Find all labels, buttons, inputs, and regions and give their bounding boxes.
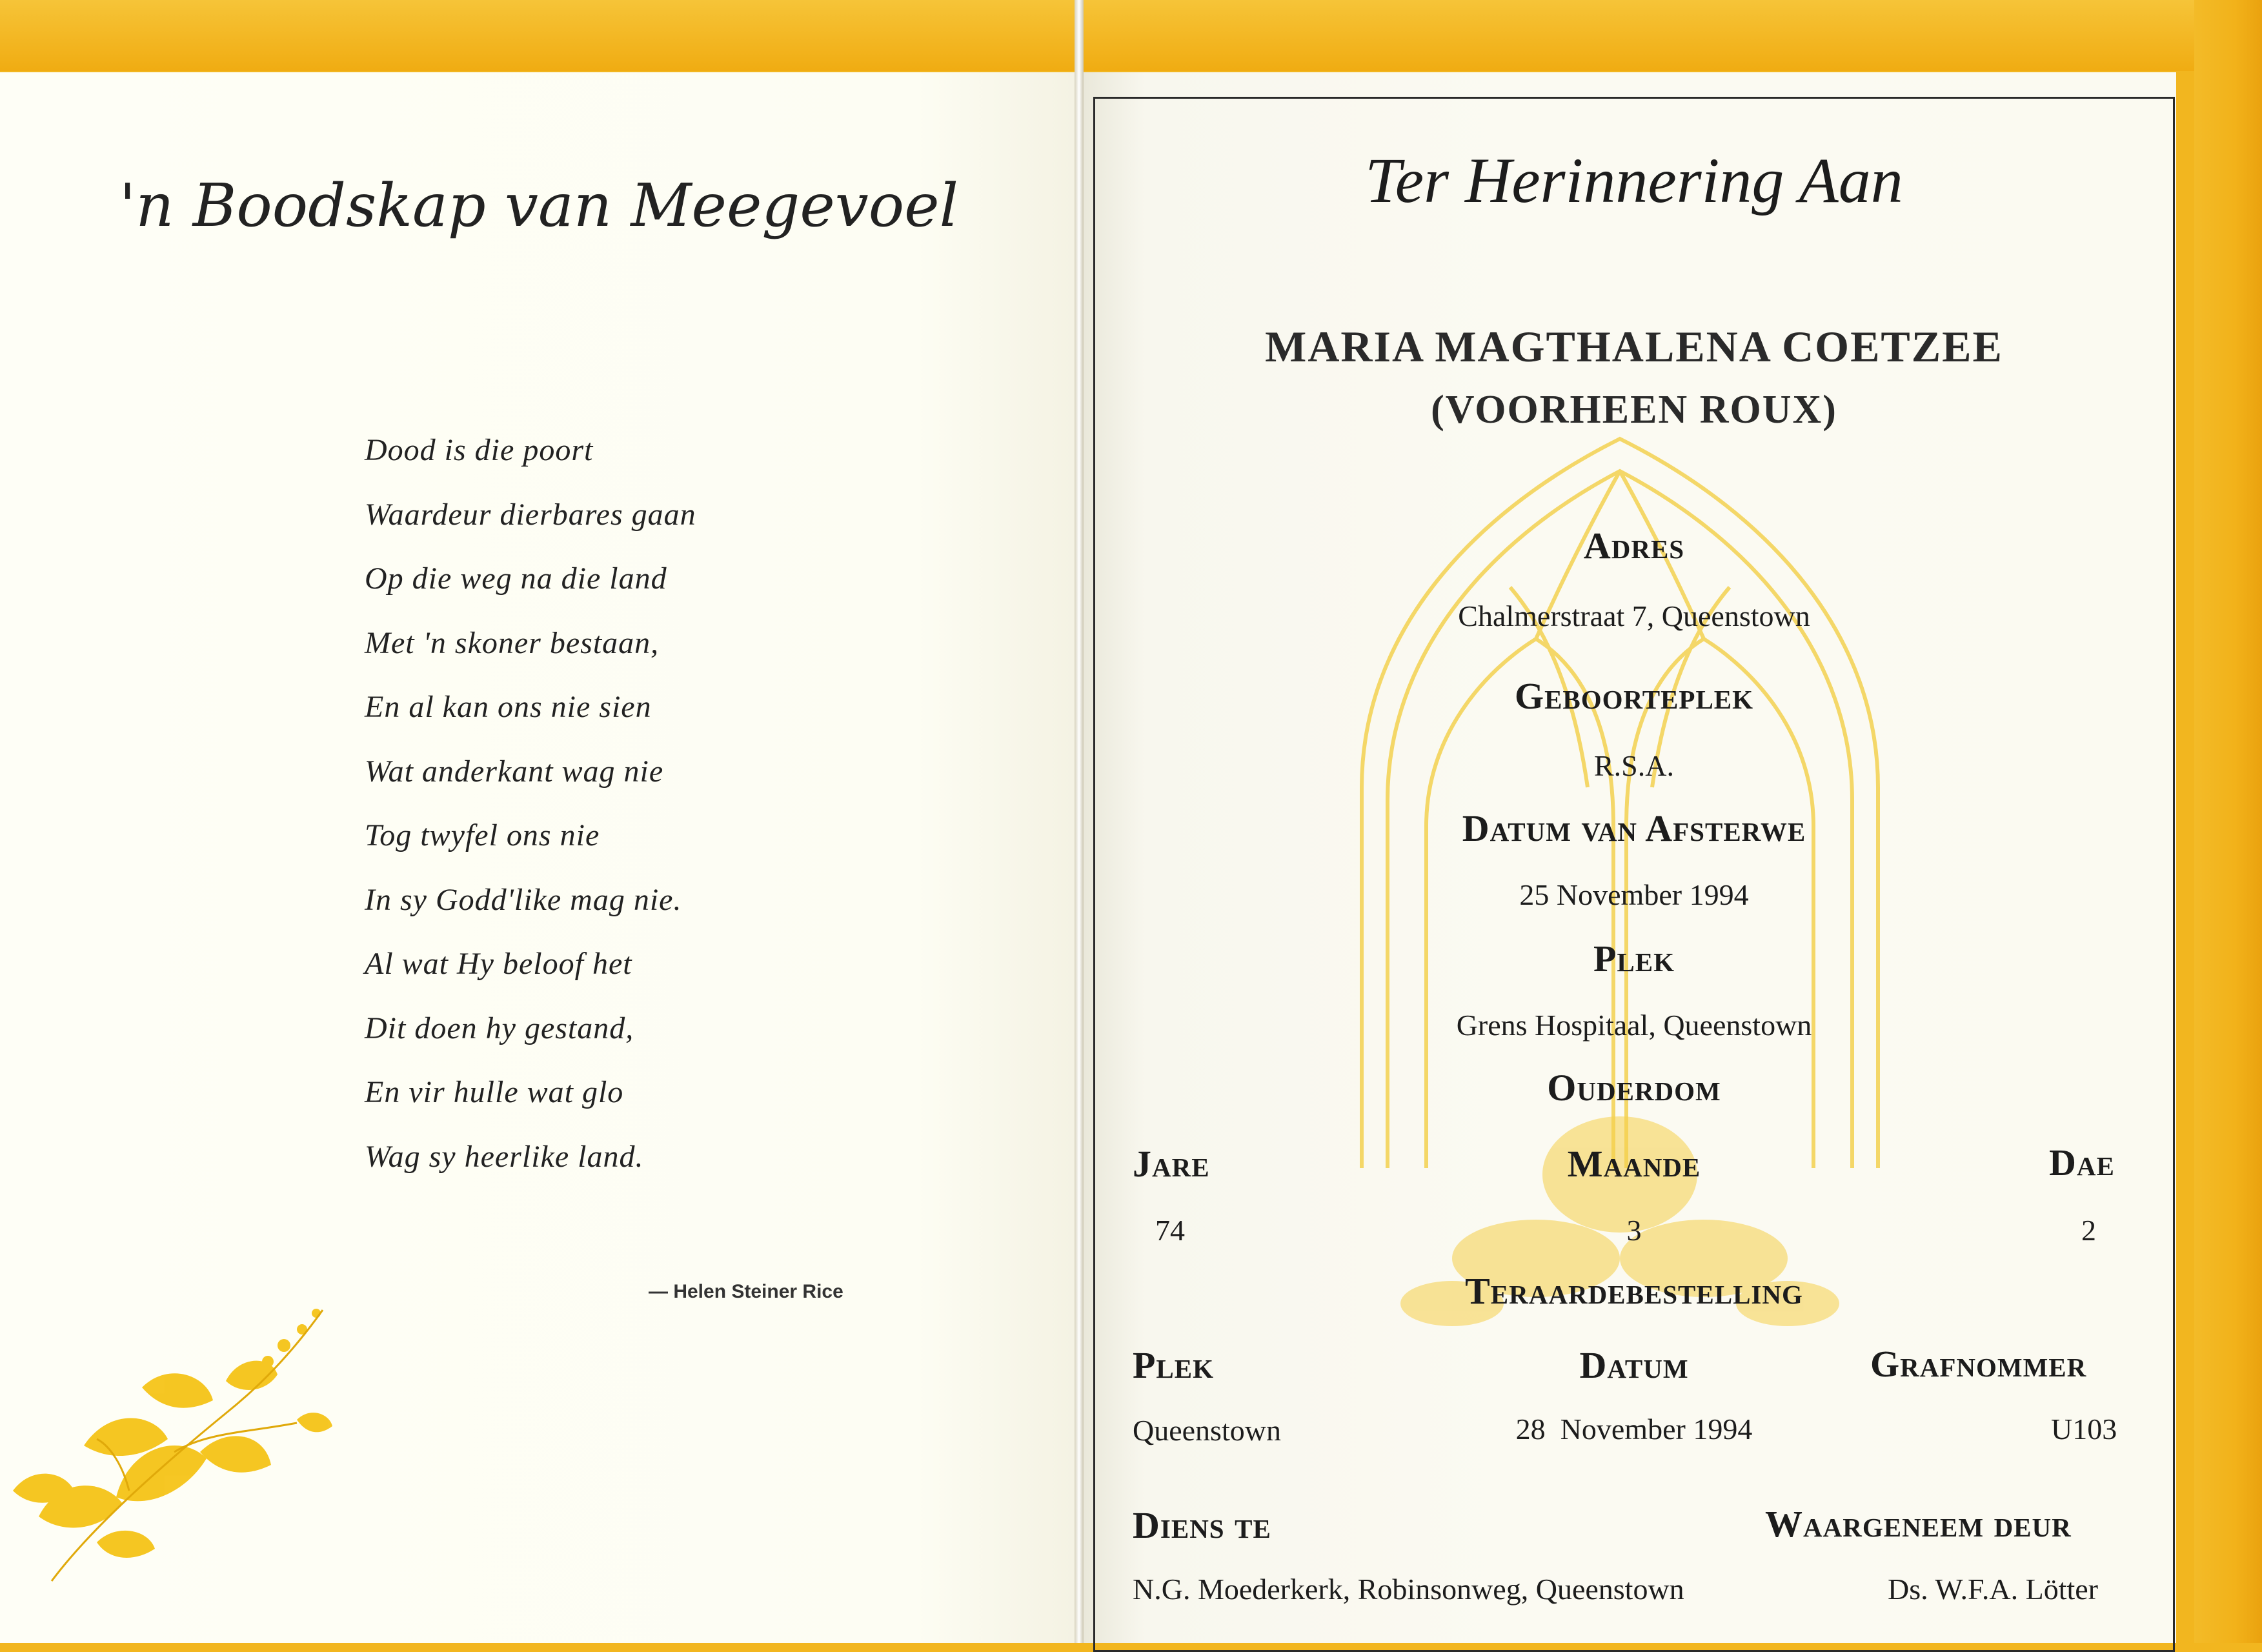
deceased-name: MARIA MAGTHALENA COETZEE <box>1265 322 2003 371</box>
maiden-name: (VOORHEEN ROUX) <box>1431 388 1837 432</box>
poem-line: En vir hulle wat glo <box>365 1075 624 1109</box>
burial-place-label: Plek <box>1133 1344 1215 1386</box>
burial-place-value: Queenstown <box>1133 1414 1281 1447</box>
yellow-cover-top <box>0 0 2262 71</box>
poem-line: Waardeur dierbares gaan <box>365 497 696 532</box>
poem-line: En al kan ons nie sien <box>365 690 652 724</box>
poem-line: Met 'n skoner bestaan, <box>365 625 660 660</box>
poem-line: Op die weg na die land <box>365 561 667 596</box>
birthplace-label: Geboorteplek <box>1514 675 1754 717</box>
death-date-label: Datum van Afsterwe <box>1462 807 1806 849</box>
yellow-cover-right <box>2194 0 2262 1643</box>
poem-author: — Helen Steiner Rice <box>649 1281 843 1302</box>
poem-line: Wag sy heerlike land. <box>365 1139 644 1174</box>
left-page-title: 'n Boodskap van Meegevoel <box>119 171 958 240</box>
years-label: Jare <box>1133 1143 1210 1185</box>
poem-line: Wat anderkant wag nie <box>365 754 664 789</box>
months-value: 3 <box>1626 1214 1642 1247</box>
burial-date-label: Datum <box>1579 1344 1689 1386</box>
address-label: Adres <box>1583 525 1685 567</box>
months-label: Maande <box>1567 1143 1701 1185</box>
years-value: 74 <box>1155 1214 1185 1247</box>
poem-line: Dood is die poort <box>365 433 594 467</box>
yellow-flower-illustration <box>13 1284 348 1587</box>
birthplace-value: R.S.A. <box>1594 749 1674 782</box>
place-of-death-value: Grens Hospitaal, Queenstown <box>1456 1009 1812 1042</box>
memorial-title: Ter Herinnering Aan <box>1365 145 1903 216</box>
grave-number-label: Grafnommer <box>1870 1343 2087 1385</box>
poem <box>365 432 696 1203</box>
poem-line: In sy Godd'like mag nie. <box>365 882 682 917</box>
death-date-value: 25 November 1994 <box>1519 878 1749 911</box>
burial-label: Teraardebestelling <box>1465 1270 1803 1312</box>
days-label: Dae <box>2049 1142 2115 1184</box>
service-label: Diens te <box>1133 1504 1271 1546</box>
poem-line: Dit doen hy gestand, <box>365 1011 634 1045</box>
burial-date-value: 28 November 1994 <box>1515 1413 1753 1446</box>
poem-line: Tog twyfel ons nie <box>365 818 600 852</box>
page-gutter <box>1075 0 1084 1643</box>
grave-number-value: U103 <box>2051 1413 2117 1446</box>
age-label: Ouderdom <box>1547 1067 1721 1109</box>
days-value: 2 <box>2081 1214 2096 1247</box>
address-value: Chalmerstraat 7, Queenstown <box>1458 599 1810 632</box>
poem-line: Al wat Hy beloof het <box>365 947 632 981</box>
officiated-by-label: Waargeneem deur <box>1765 1503 2072 1545</box>
place-of-death-label: Plek <box>1593 938 1675 980</box>
officiant-value: Ds. W.F.A. Lötter <box>1888 1573 2098 1606</box>
service-location-value: N.G. Moederkerk, Robinsonweg, Queenstown <box>1133 1573 1684 1606</box>
